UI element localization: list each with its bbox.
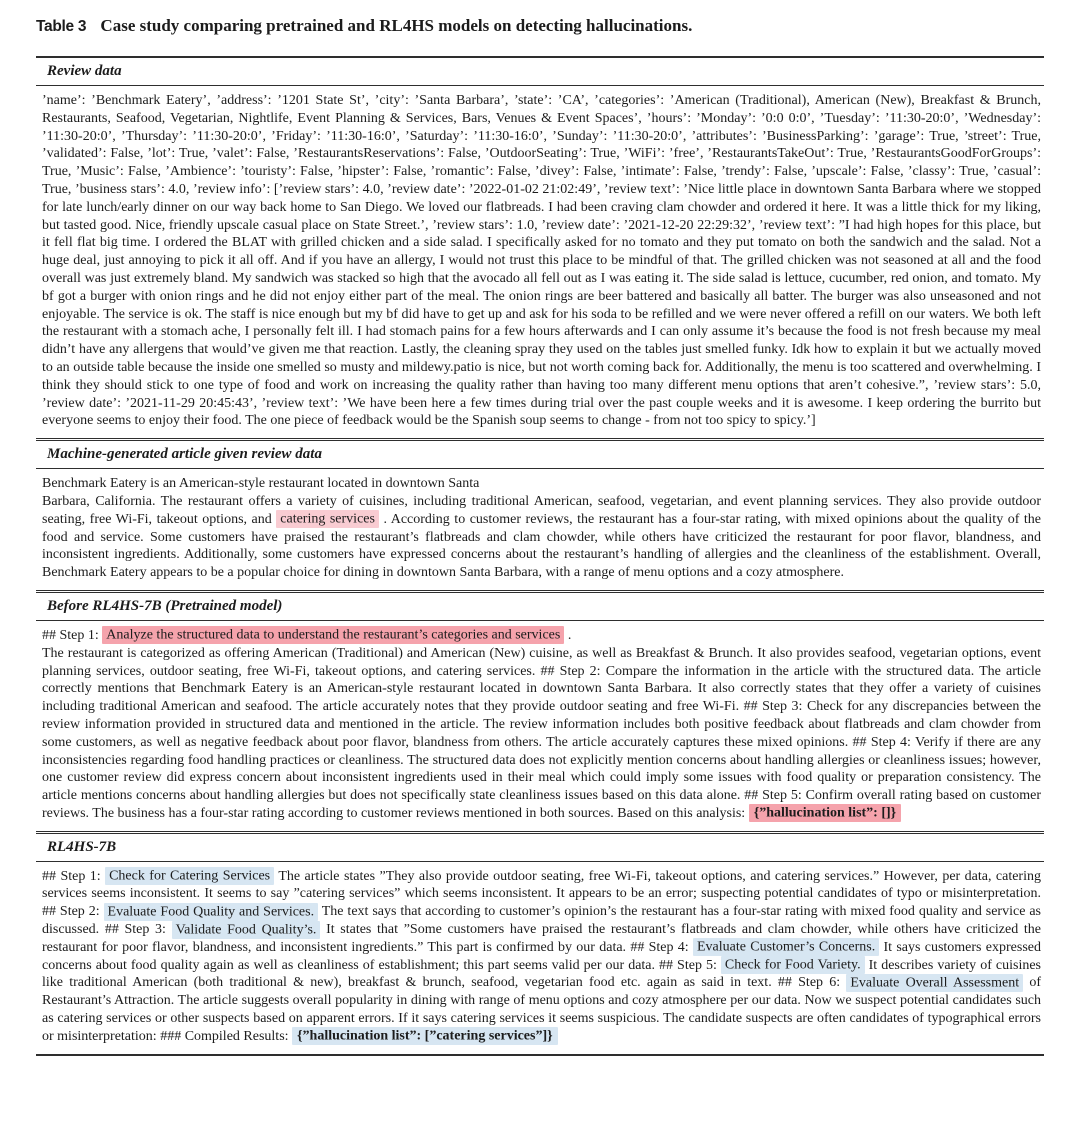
section-header-machine-article: Machine-generated article given review data [36,438,1044,469]
section-body-review-data [36,86,1044,438]
highlight-step6: Evaluate Overall Assessment [846,974,1023,992]
highlight-catering-services: catering services [276,510,379,528]
rl4hs-text: The text says that according to customer’s opinion’s the restaurant has a four-star rating with mixed food quality and service as discussed. ## Step 3: [42,904,1041,938]
pretrained-text: . [564,627,572,643]
table-number-label: Table 3 [36,18,87,35]
section-body-machine-article [36,469,1044,590]
section-header-pretrained: Before RL4HS-7B (Pretrained model) [36,590,1044,621]
article-text: Barbara, California. The restaurant offers a variety of cuisines, including traditional American, seafood, vegetarian, and event planning services. They also provide outdoor seating, free Wi-Fi, takeout options, and [42,493,1041,527]
rl4hs-text: of Restaurant’s Attraction. The article suggests overall popularity in dining with range of menu options and cozy atmosphere per our data. Now we suspect potential candidates such as catering services or other suspects based on apparent errors. If it says catering services it seems suspicious. The candidate suspects are often candidates of typographical errors or misinterpretation: ### Compiled Results: [42,975,1041,1044]
highlight-step1: Check for Catering Services [105,867,274,885]
pretrained-text: The restaurant is categorized as offering American (Traditional) and American (New) cuisine, as well as Breakfast & Brunch. It also provides seafood, vegetarian options, event planning services, outdoor seating, free Wi-Fi, takeout options, and catering services. ## Step 2: Compare the information in the article with the structured data. The article correctly mentions that Benchmark Eatery is an American-style restaurant located in downtown Santa Barbara. It also correctly states that they offer a variety of cuisines including traditional American and seafood. The article accurately notes that they provide outdoor seating and free Wi-Fi. ## Step 3: Check for any discrepancies between the review information provided in structured data and mentioned in the article. The review information includes both positive feedback about flatbreads and clam chowder from some customers, as well as negative feedback about poor flavor, blandness from others. The article accurately captures these mixed opinions. ## Step 4: Verify if there are any inconsistencies regarding food handling practices or cleanliness. The structured data does not explicitly mention concerns about handling allergies or cleanliness issues; however, one customer review did express concern about inconsistent ingredients used in their meal which could imply some issues with food quality or preparation consistency. The article mentions concerns about handling allergies but does not specifically state cleanliness issues based on this data alone. ## Step 5: Confirm overall rating based on customer reviews. The business has a four-star rating according to customer reviews mentioned in both sources. Based on this analysis: [42,645,1041,821]
rl4hs-text: It states that ”Some customers have praised the restaurant’s flatbreads and clam chowder, while others have criticized the restaurant for poor flavor, blandness, and inconsistent ingredients.” This part is confirmed by our data. ## Step 4: [42,922,1041,955]
section-body-pretrained [36,621,1044,831]
highlight-step4: Evaluate Customer’s Concerns. [693,938,879,956]
highlight-compiled-hallucination-list: {”hallucination list”: [”catering services”]} [292,1027,558,1045]
highlight-step5: Check for Food Variety. [721,956,865,974]
table-caption-text: Case study comparing pretrained and RL4HS models on detecting hallucinations. [100,16,693,35]
table-caption [36,16,1044,36]
article-text: . According to customer reviews, the restaurant has a four-star rating, with mixed opinions about the quality of the food and service. Some customers have praised the restaurant’s flatbreads and clam chowder, while others have criticized the restaurant for poor flavor, blandness, and inconsistent ingredients. Additionally, some customers have expressed concerns about the restaurant’s handling of allergies and the cleanliness of the establishment. Overall, Benchmark Eatery appears to be a popular choice for dining in downtown Santa Barbara, with a range of menu options and a cozy atmosphere. [42,511,1041,581]
section-header-rl4hs: RL4HS-7B [36,831,1044,862]
highlight-step1-pretrained: Analyze the structured data to understand the restaurant’s categories and services [102,626,564,644]
highlight-empty-hallucination-list: {”hallucination list”: []} [749,804,902,822]
case-study-table [36,56,1044,1056]
article-text: Benchmark Eatery is an American-style restaurant located in downtown Santa [42,476,480,492]
rl4hs-text: ## Step 1: [42,868,106,884]
review-data-text: ’name’: ’Benchmark Eatery’, ’address’: ’1201 State St’, ’city’: ’Santa Barbara’, ’state’: ’CA’, ’categories’: ’American (Traditional), American (New), Breakfast & Brunch, Restaurants, Seafood, Vegetarian, Nightlife, Event Planning & Services, Bars, Venues & Event Spaces’, ’hours’: ’Monday’: ’0:0 0:0’, ’Tuesday’: ’11:30-20:0’, ’Wednesday’: ’11:30-20:0’, ’Thursday’: ’11:30-20:0’, ’Friday’: ’11:30-16:0’, ’Saturday’: ’11:30-16:0’, ’Sunday’: ’11:30-20:0’, ’attributes’: ’BusinessParking’: ’garage’: True, ’street’: True, ’validated’: False, ’lot’: True, ’valet’: False, ’RestaurantsReservations’: False, ’OutdoorSeating’: True, ’WiFi’: ’free’, ’RestaurantsTakeOut’: True, ’RestaurantsGoodForGroups’: True, ’Music’: False, ’Ambience’: ’touristy’: False, ’hipster’: False, ’romantic’: False, ’divey’: False, ’intimate’: False, ’trendy’: False, ’upscale’: False, ’classy’: True, ’casual’: True, ’business stars’: 4.0, ’review info’: [’review stars’: 4.0, ’review date’: ’2022-01-02 21:02:49’, ’review text’: ’Nice little place in downtown Santa Barbara where we stopped for late lunch/early dinner on our way back home to San Diego. We loved our flatbreads. I had been craving clam chowder and ordered it here. It was a little thick for my liking, but tasted good. Nice, friendly upscale casual place on State Street.’, ’review stars’: 1.0, ’review date’: ’2021-12-20 22:29:32’, ’review text’: ”I had high hopes for this place, but it fell flat big time. I ordered the BLAT with grilled chicken and a side salad. I specifically asked for no tomato and they put tomato on both the sandwich and the salad. Not a huge deal, just annoying to pick it all off. And if you have an allergy, I would not trust this place to be mindful of that. The grilled chicken was not seasoned at all and the food overall was just extremely bland. My sandwich was stacked so high that the avocado all fell out as I was eating it. The side salad is lettuce, cucumber, red onion, and tomato. My bf got a burger with onion rings and he did not enjoy either part of the meal. The onion rings are beer battered and basically all batter. The burger was also unseasoned and not enjoyable. The service is ok. The staff is nice enough but my bf did have to get up and ask for his soda to be refilled and we were never offered a refill on our waters. We both left the restaurant with a stomach ache, I personally felt ill. I had stomach pains for a few hours afterwards and I can only assume it’s because the food is not fresh because my meal didn’t have any allergens that would’ve given me that reaction. Lastly, the cleaning spray they used on the tables just smelled funky. Idk how to explain it but we actually moved to an outside table because the inside one smelled so musty and mildewy.patio is nice, but not worth coming back for. Additionally, the menu is too scattered and overwhelming. I think they should stick to one type of food and work on increasing the quality rather than having too many different menu options that aren’t cohesive.”, ’review stars’: 5.0, ’review date’: ’2021-11-29 20:45:43’, ’review text’: ’We have been here a few times during trial over the past couple weeks and it is awesome. I keep ordering the burrito but everyone seems to enjoy their food. The one piece of feedback would be the Spanish soup seems to change - from not too spicy to spicy.’] [42,93,1041,429]
highlight-step3: Validate Food Quality’s. [172,921,321,939]
pretrained-text: ## Step 1: [42,627,103,643]
rl4hs-text: The article states ”They also provide outdoor seating, free Wi-Fi, takeout options, and catering services.” However, per data, catering services seems inconsistent. It seems to say ”catering services” which seems inconsistent. It appears to be an error; suspecting potential candidates of typo or misinterpretation. ## Step 2: [42,868,1041,920]
highlight-step2: Evaluate Food Quality and Services. [104,903,319,921]
rl4hs-text: It describes variety of cuisines like traditional American (both traditional & new), breakfast & brunch, seafood, vegetarian food etc. again as said in text. ## Step 6: [42,957,1041,991]
section-body-rl4hs [36,862,1044,1054]
section-header-review-data: Review data [36,56,1044,86]
rl4hs-text: It says customers expressed concerns about food quality again as well as cleanliness of establishment; this part seems valid per our data. ## Step 5: [42,939,1041,973]
